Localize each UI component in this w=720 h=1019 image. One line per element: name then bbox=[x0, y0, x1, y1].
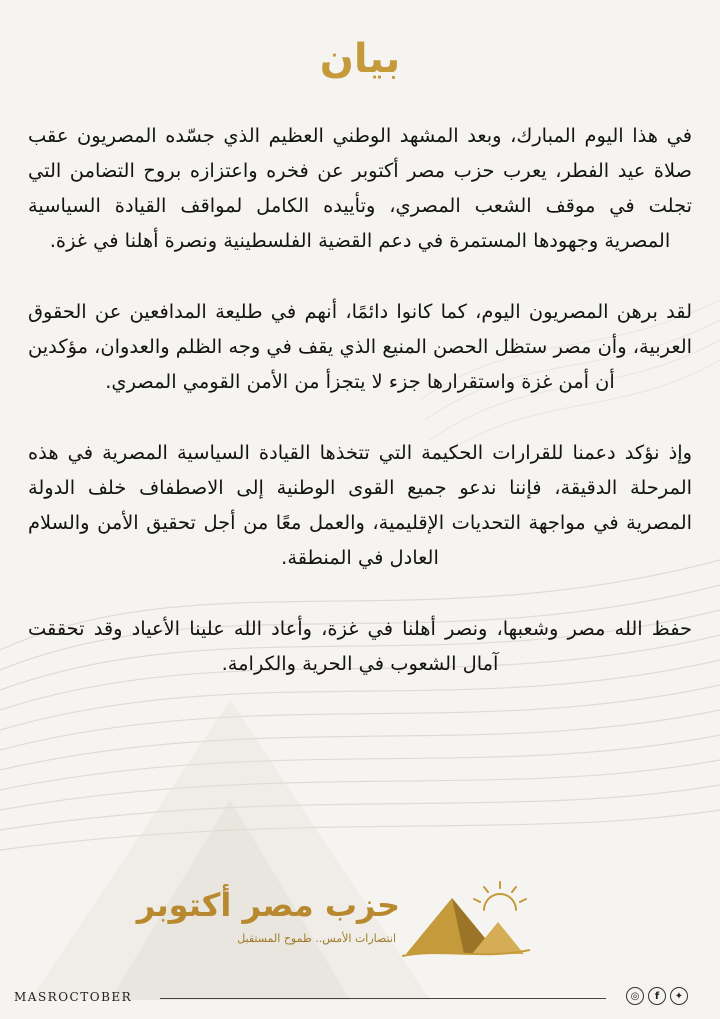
social-links bbox=[626, 987, 688, 1005]
footer-handle: MASROCTOBER bbox=[14, 990, 133, 1004]
instagram-icon[interactable]: ◎ bbox=[626, 987, 644, 1005]
facebook-icon[interactable]: f bbox=[648, 987, 666, 1005]
statement-paragraph: لقد برهن المصريون اليوم، كما كانوا دائمًا، أنهم في طليعة المدافعين عن الحقوق العربية، وأن مصر ستظل الحصن المنيع الذي يقف في وجه الظلم والعدوان، مؤكدين أن أمن غزة واستقرارها جزء لا يتجزأ من الأمن القومي المصري. bbox=[28, 300, 692, 393]
logo-party-name: حزب مصر أكتوبر bbox=[136, 886, 400, 924]
statement-paragraph: حفظ الله مصر وشعبها، ونصر أهلنا في غزة، وأعاد الله علينا الأعياد وقد تحققت آمال الشعوب في الحرية والكرامة. bbox=[28, 617, 692, 675]
statement-paragraph: وإذ نؤكد دعمنا للقرارات الحكيمة التي تتخذها القيادة السياسية المصرية في هذه المرحلة الدقيقة، فإننا ندعو جميع القوى الوطنية إلى الاصطفاف خلف الدولة المصرية في مواجهة التحديات الإقليمية، والعمل معًا من أجل تحقيق الأمن والسلام العادل في المنطقة. bbox=[28, 441, 692, 569]
page-title: بيان bbox=[319, 36, 401, 82]
footer-divider bbox=[160, 998, 606, 999]
statement-body bbox=[28, 118, 692, 717]
logo-slogan: انتصارات الأمس.. طموح المستقبل bbox=[237, 932, 396, 945]
party-logo bbox=[136, 880, 530, 960]
pyramids-sun-logo-icon bbox=[402, 880, 530, 958]
statement-paragraph: في هذا اليوم المبارك، وبعد المشهد الوطني العظيم الذي جسّده المصريون عقب صلاة عيد الفطر، يعرب حزب مصر أكتوبر عن فخره واعتزازه بروح التضامن التي تجلت في موقف الشعب المصري، وتأييده الكامل لمواقف القيادة السياسية المصرية وجهودها المستمرة في دعم القضية الفلسطينية ونصرة أهلنا في غزة. bbox=[28, 124, 692, 252]
twitter-icon[interactable]: ✦ bbox=[670, 987, 688, 1005]
